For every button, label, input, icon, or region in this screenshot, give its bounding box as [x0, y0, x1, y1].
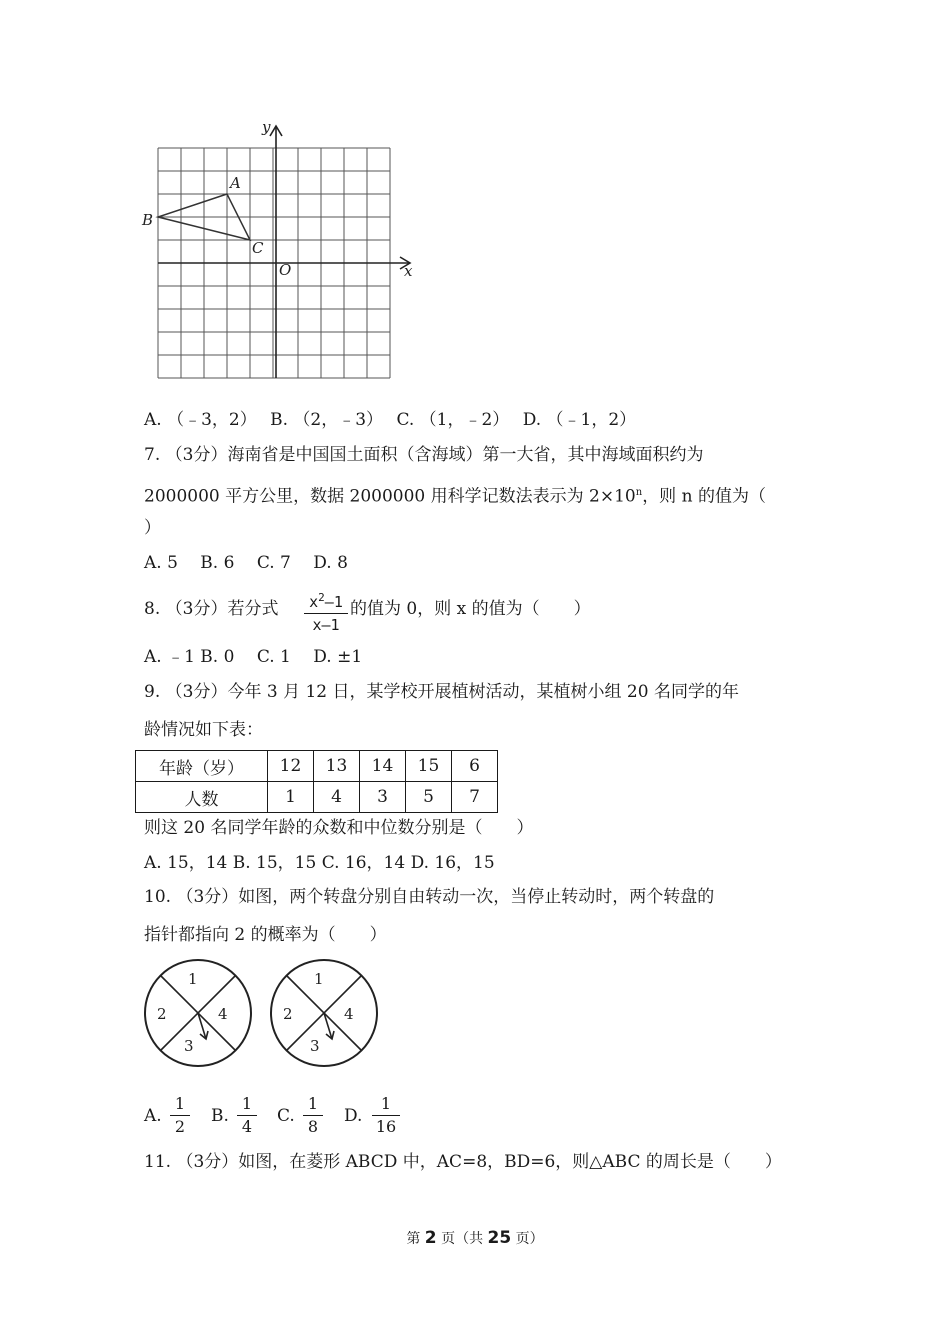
- q10-option-b-fraction: 1 4: [237, 1094, 257, 1137]
- current-page: 2: [424, 1228, 437, 1248]
- total-pages: 25: [487, 1228, 512, 1248]
- spinner-left: [142, 957, 254, 1069]
- q10-line1: 10. （3分）如图，两个转盘分别自由转动一次，当停止转动时，两个转盘的: [144, 887, 715, 907]
- point-b-label: B: [142, 211, 154, 229]
- table-cell: 14: [360, 751, 406, 782]
- q7-line2-a: 2000000 平方公里，数据 2000000 用科学记数法表示为 2×10: [144, 486, 636, 507]
- table-cell: 1: [268, 782, 314, 813]
- table-cell: 13: [314, 751, 360, 782]
- q6-option-a: A. （﹣3，2）: [144, 410, 257, 430]
- spinner-right: [268, 957, 380, 1069]
- q8-fraction: [304, 588, 348, 635]
- table-cell: 6: [452, 751, 498, 782]
- q10-option-c-fraction: 1 8: [303, 1094, 323, 1137]
- q6-option-c: C. （1，﹣2）: [396, 410, 510, 430]
- table-cell: 3: [360, 782, 406, 813]
- sector-label: 4: [344, 1005, 354, 1023]
- sector-label: 3: [310, 1037, 320, 1055]
- q7-line2-b: ，则 n 的值为（: [642, 486, 766, 507]
- table-cell: 4: [314, 782, 360, 813]
- page-footer: 第 2 页（共 25 页）: [406, 1228, 544, 1248]
- x-axis-label: x: [404, 262, 413, 280]
- q9-options: A. 15，14 B. 15，15 C. 16，14 D. 16，15: [144, 853, 495, 873]
- q11-line1: 11. （3分）如图，在菱形 ABCD 中，AC=8，BD=6，则△ABC 的周长是（ ）: [144, 1152, 782, 1172]
- q7-line1: 7. （3分）海南省是中国国土面积（含海域）第一大省，其中海域面积约为: [144, 445, 704, 465]
- q8-fraction-numerator: $x^2-1$: [309, 591, 343, 611]
- q8-suffix: 的值为 0，则 x 的值为（ ）: [350, 599, 591, 619]
- sector-label: 2: [157, 1005, 167, 1023]
- q7-line2: [144, 481, 766, 509]
- q10-option-c-letter: C.: [277, 1106, 295, 1126]
- sector-label: 3: [184, 1037, 194, 1055]
- q10-option-d-fraction: 1 16: [372, 1094, 400, 1137]
- q6-option-d: D. （﹣1，2）: [522, 410, 637, 430]
- sector-label: 1: [314, 970, 324, 988]
- q9-line1: 9. （3分）今年 3 月 12 日，某学校开展植树活动，某植树小组 20 名同学的年: [144, 682, 739, 702]
- q8-fraction-denominator: x–1: [312, 616, 340, 634]
- q8-options: A. ﹣1 B. 0 C. 1 D. ±1: [144, 647, 363, 667]
- axes: [158, 126, 410, 378]
- q8-prefix: 8. （3分）若分式: [144, 599, 279, 619]
- q7-line3: ）: [144, 518, 161, 538]
- q10-option-a-fraction: 1 2: [170, 1094, 190, 1137]
- q7-exponent: n: [635, 487, 643, 498]
- table-cell: 7: [452, 782, 498, 813]
- table-row: [136, 782, 498, 813]
- table-head-age: 年龄（岁）: [136, 751, 268, 782]
- q10-line2: 指针都指向 2 的概率为（ ）: [144, 925, 387, 945]
- q6-option-b: B. （2，﹣3）: [270, 410, 384, 430]
- point-c-label: C: [252, 239, 264, 257]
- table-cell: 5: [406, 782, 452, 813]
- y-axis-label: y: [262, 118, 271, 136]
- age-table: [135, 750, 498, 813]
- q10-option-b-letter: B.: [211, 1106, 229, 1126]
- table-row: [136, 751, 498, 782]
- q10-option-d-letter: D.: [344, 1106, 363, 1126]
- origin-label: O: [279, 261, 292, 279]
- q7-options: A. 5 B. 6 C. 7 D. 8: [144, 553, 348, 573]
- table-cell: 15: [406, 751, 452, 782]
- q6-options: [144, 408, 636, 432]
- point-a-label: A: [230, 174, 241, 192]
- q9-line3: 则这 20 名同学年龄的众数和中位数分别是（ ）: [144, 818, 534, 838]
- table-head-count: 人数: [136, 782, 268, 813]
- coordinate-grid-figure: [138, 112, 428, 390]
- table-cell: 12: [268, 751, 314, 782]
- sector-label: 1: [188, 970, 198, 988]
- q10-option-a-letter: A.: [144, 1106, 162, 1126]
- sector-label: 2: [283, 1005, 293, 1023]
- q9-line2: 龄情况如下表：: [144, 720, 263, 740]
- sector-label: 4: [218, 1005, 228, 1023]
